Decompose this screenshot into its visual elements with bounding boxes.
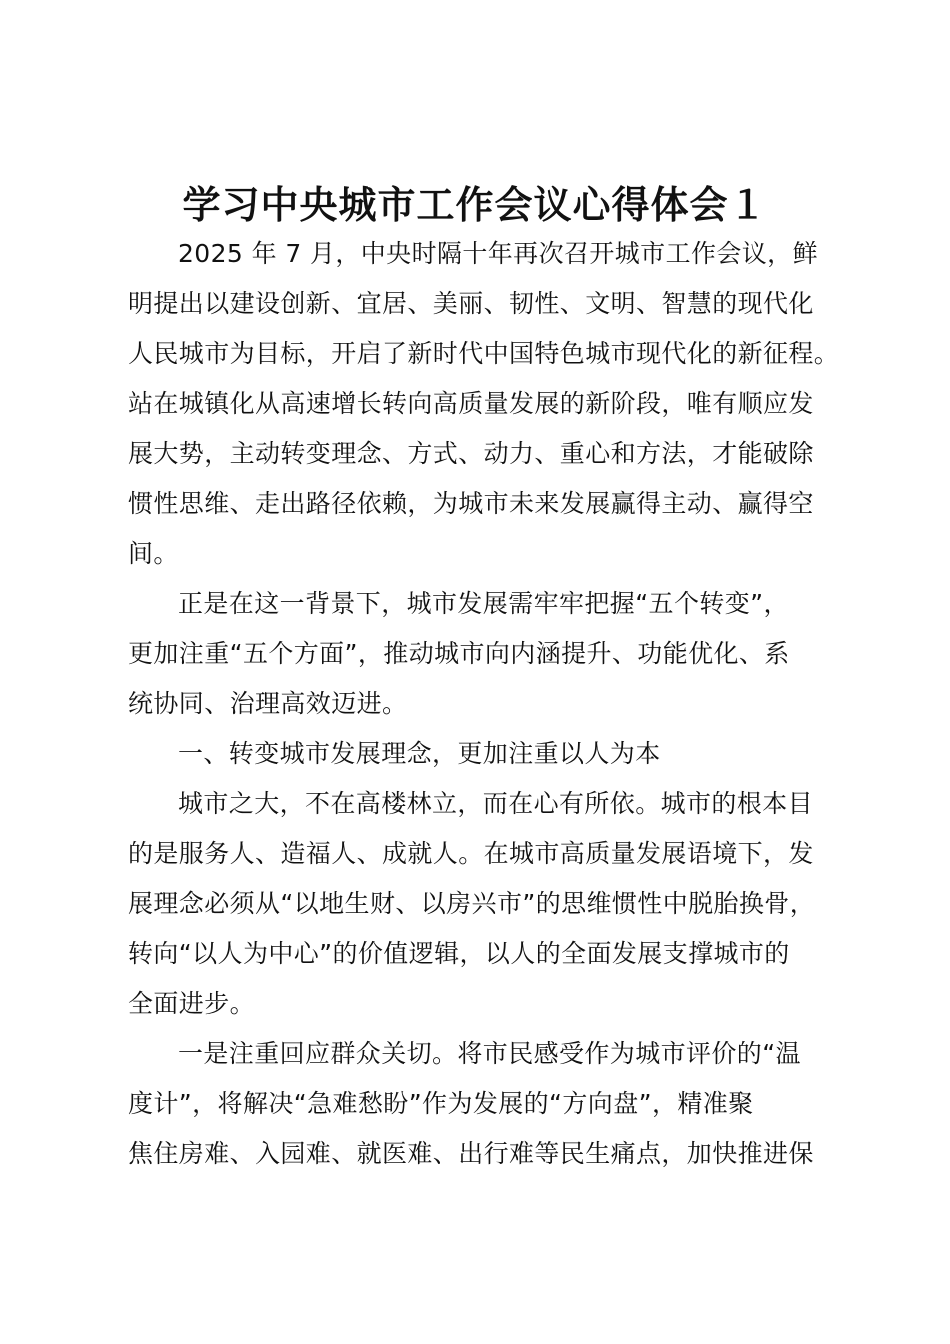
paragraph-line: 的是服务人、造福人、成就人。在城市高质量发展语境下，发: [128, 839, 814, 868]
paragraph-line: 统协同、治理高效迈进。: [128, 689, 408, 718]
paragraph-line: 展理念必须从“以地生财、以房兴市”的思维惯性中脱胎换骨，: [128, 889, 816, 918]
paragraph-line: 焦住房难、入园难、就医难、出行难等民生痛点，加快推进保: [128, 1139, 814, 1168]
paragraph-line: 展大势，主动转变理念、方式、动力、重心和方法，才能破除: [128, 439, 814, 468]
paragraph-line: 人民城市为目标，开启了新时代中国特色城市现代化的新征程。: [128, 339, 840, 368]
paragraph-line: 转向“以人为中心”的价值逻辑，以人的全面发展支撑城市的: [128, 939, 790, 968]
paragraph-line: 2025 年 7 月，中央时隔十年再次召开城市工作会议，鲜: [178, 239, 818, 268]
paragraph-line: 更加注重“五个方面”，推动城市向内涵提升、功能优化、系: [128, 639, 790, 668]
paragraph-line: 间。: [128, 539, 179, 568]
paragraph-line: 正是在这一背景下，城市发展需牢牢把握“五个转变”，: [178, 589, 789, 618]
paragraph-line: 明提出以建设创新、宜居、美丽、韧性、文明、智慧的现代化: [128, 289, 814, 318]
paragraph-line: 全面进步。: [128, 989, 256, 1018]
paragraph-line: 一是注重回应群众关切。将市民感受作为城市评价的“温: [178, 1039, 801, 1068]
paragraph-line: 城市之大，不在高楼林立，而在心有所依。城市的根本目: [178, 789, 814, 818]
section-heading: 一、转变城市发展理念，更加注重以人为本: [178, 739, 661, 768]
document-title: 学习中央城市工作会议心得体会１: [182, 182, 768, 227]
paragraph-line: 惯性思维、走出路径依赖，为城市未来发展赢得主动、赢得空: [128, 489, 814, 518]
paragraph-line: 度计”，将解决“急难愁盼”作为发展的“方向盘”，精准聚: [128, 1089, 754, 1118]
paragraph-line: 站在城镇化从高速增长转向高质量发展的新阶段，唯有顺应发: [128, 389, 814, 418]
